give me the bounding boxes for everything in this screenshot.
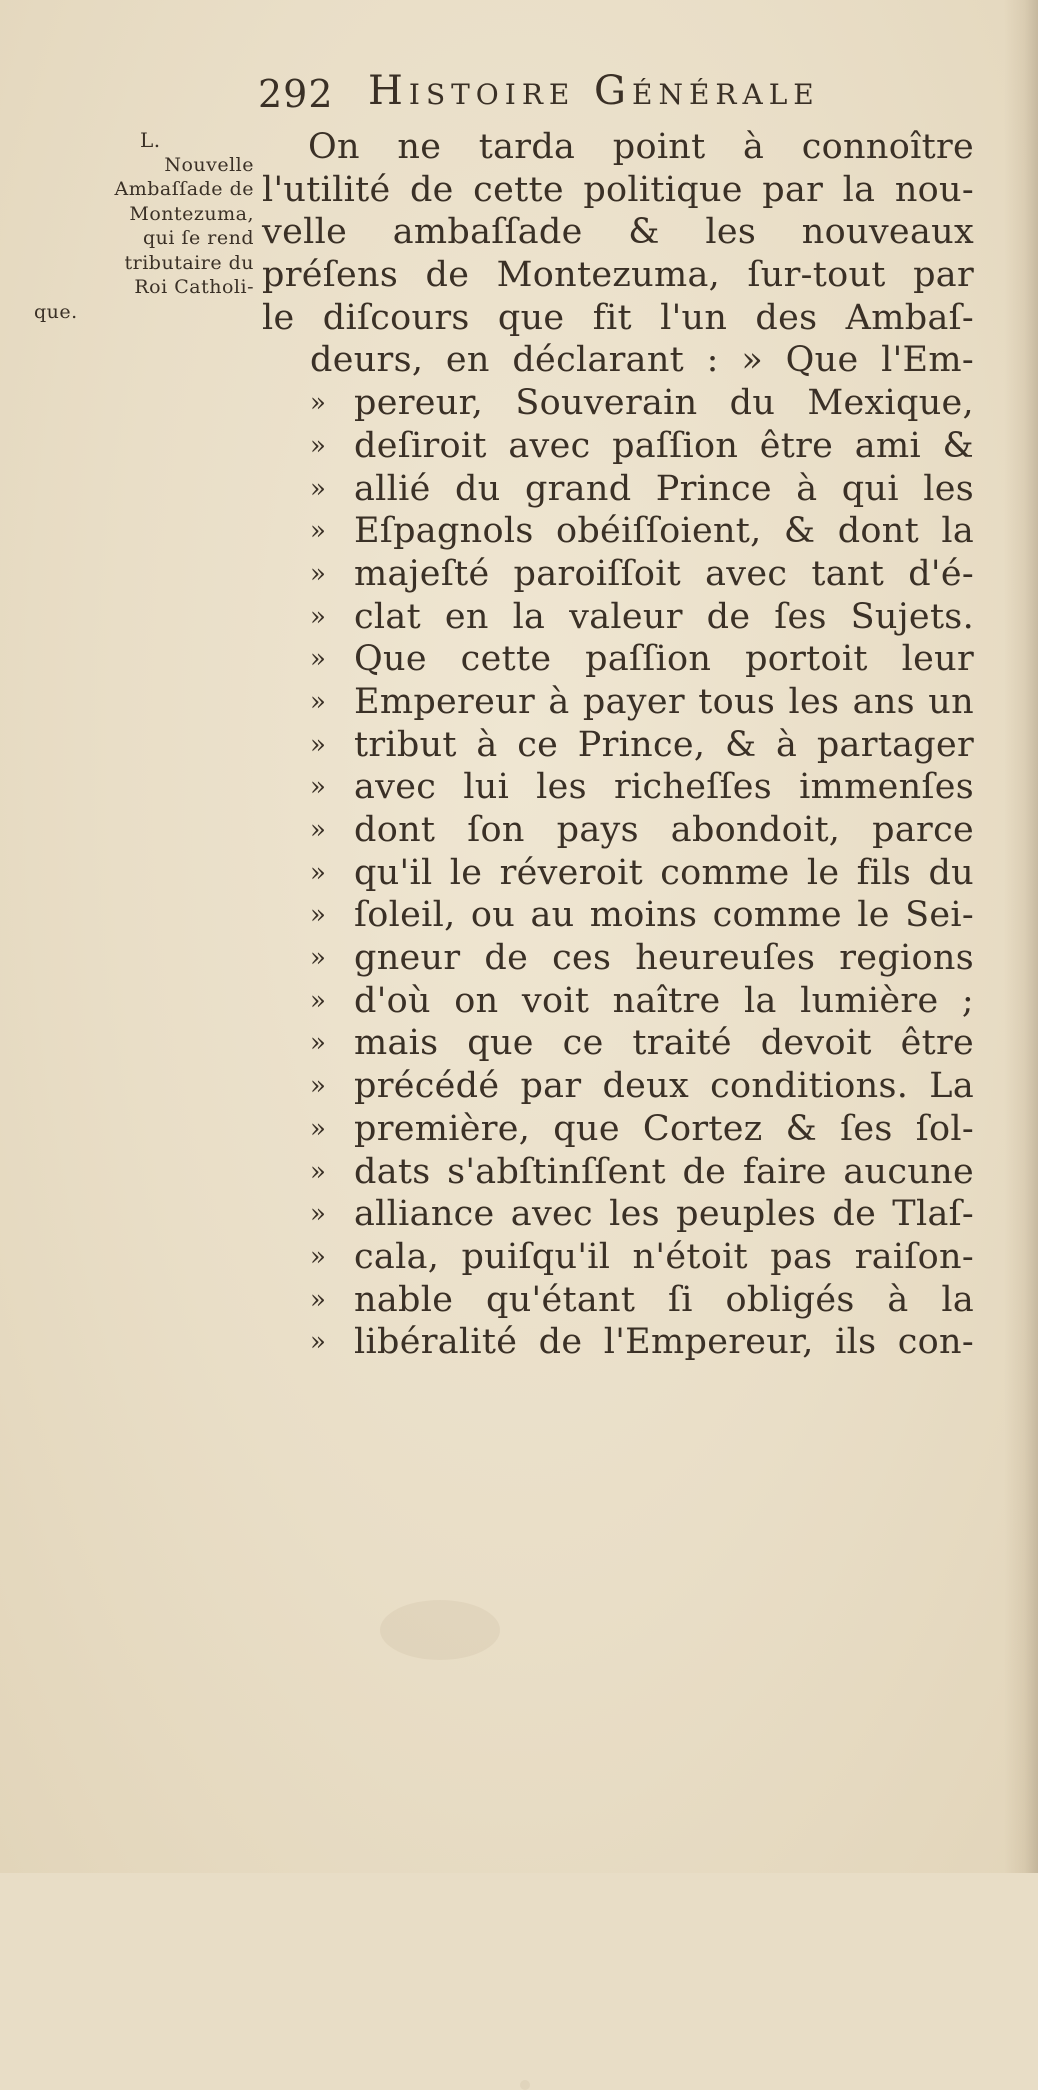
quote-mark: » [310, 900, 327, 931]
text-line: préſens de Montezuma, ſur-tout par [262, 255, 974, 296]
running-header [258, 66, 978, 122]
quote-mark: » [310, 1284, 327, 1315]
quoted-line-text: mais que ce traité devoit être [354, 1023, 974, 1064]
quote-mark: » [310, 430, 327, 461]
quoted-line [262, 766, 974, 809]
marginal-note-line: tributaire du [124, 251, 254, 274]
quoted-line [262, 852, 974, 895]
text-line: velle ambaſſade & les nouveaux [262, 212, 974, 253]
quoted-line [262, 510, 974, 553]
quoted-line-text: d'où on voit naître la lumière ; [354, 980, 974, 1021]
quoted-line [262, 809, 974, 852]
quoted-line [262, 468, 974, 511]
quoted-line [262, 1193, 974, 1236]
quoted-line [262, 724, 974, 767]
quote-mark: » [310, 558, 327, 589]
quoted-line [262, 1022, 974, 1065]
quote-mark: » [310, 644, 327, 675]
quoted-line [262, 596, 974, 639]
quoted-line-text: alliance avec les peuples de Tlaſ- [354, 1194, 974, 1235]
quoted-line [262, 425, 974, 468]
quoted-line [262, 1065, 974, 1108]
quote-mark: » [310, 686, 327, 717]
quoted-line-text: clat en la valeur de ſes Sujets. [354, 596, 974, 637]
quoted-line [262, 1151, 974, 1194]
quoted-line-text: tribut à ce Prince, & à partager [354, 724, 974, 765]
quote-mark: » [310, 388, 327, 419]
quoted-line [262, 1236, 974, 1279]
quote-mark: » [310, 857, 327, 888]
quoted-line [262, 937, 974, 980]
quoted-line-text: avec lui les richeſſes immenſes [354, 767, 974, 808]
quoted-line-text: Eſpagnols obéiſſoient, & dont la [354, 511, 974, 552]
marginal-note [34, 128, 254, 324]
quoted-line-text: libéralité de l'Empereur, ils con- [354, 1322, 974, 1363]
text-line: le diſcours que fit l'un des Ambaſ- [262, 297, 974, 338]
body-text [262, 126, 974, 1364]
quote-mark: » [310, 1156, 327, 1187]
quoted-line [262, 1321, 974, 1364]
quoted-line-text: ſoleil, ou au moins comme le Sei- [354, 895, 974, 936]
quoted-line [262, 638, 974, 681]
quoted-line [262, 553, 974, 596]
text-line: deurs, en déclarant : » Que l'Em- [310, 340, 974, 381]
quote-mark: » [310, 729, 327, 760]
quote-mark: » [310, 943, 327, 974]
quoted-line-text: gneur de ces heureuſes regions [354, 938, 974, 979]
quote-mark: » [310, 1327, 327, 1358]
quoted-line-text: première, que Cortez & ſes ſol- [354, 1108, 974, 1149]
quote-mark: » [310, 473, 327, 504]
quoted-line-text: qu'il le réveroit comme le fils du [354, 852, 974, 893]
marginal-note-line: L. [140, 128, 161, 152]
quoted-line-text: allié du grand Prince à qui les [354, 468, 974, 509]
quote-mark: » [310, 1071, 327, 1102]
text-line: l'utilité de cette politique par la nou- [262, 169, 974, 210]
marginal-note-line: Montezuma, [129, 202, 254, 225]
quoted-line-text: pereur, Souverain du Mexique, [354, 383, 974, 424]
quoted-line-text: Que cette paſſion portoit leur [354, 639, 974, 680]
page-gutter-shadow [1004, 0, 1038, 1873]
quoted-line-text: dats s'abſtinſſent de faire aucune [354, 1151, 974, 1192]
quoted-line-text: deſiroit avec paſſion être ami & [354, 425, 974, 466]
paper-speck [520, 2080, 530, 2090]
page-number: 292 [258, 72, 334, 116]
quoted-line-text: précédé par deux conditions. La [354, 1066, 974, 1107]
marginal-note-line: Roi Catholi- [134, 276, 254, 298]
quoted-line [262, 681, 974, 724]
running-title: Histoire Générale [368, 68, 820, 114]
quoted-line-text: majeſté paroiſſoit avec tant d'é- [354, 553, 974, 594]
quote-mark: » [310, 1199, 327, 1230]
quoted-line-text: Empereur à payer tous les ans un [354, 681, 974, 722]
marginal-note-line: Ambaſſade de [114, 178, 254, 200]
marginal-note-line: que. [34, 300, 78, 323]
quoted-line [262, 894, 974, 937]
quote-mark: » [310, 1028, 327, 1059]
quote-mark: » [310, 772, 327, 803]
quote-mark: » [310, 985, 327, 1016]
quoted-line [262, 382, 974, 425]
quoted-line-text: cala, puiſqu'il n'étoit pas raiſon- [354, 1236, 974, 1277]
quoted-line [262, 980, 974, 1023]
quoted-line-text: nable qu'étant ſi obligés à la [354, 1279, 974, 1320]
quote-mark: » [310, 1241, 327, 1272]
quote-mark: » [310, 815, 327, 845]
quoted-line [262, 1279, 974, 1322]
marginal-note-line: qui ſe rend [142, 227, 254, 249]
quote-mark: » [310, 601, 327, 632]
quoted-line-text: dont ſon pays abondoit, parce [354, 810, 974, 850]
quote-mark: » [310, 516, 327, 547]
text-line: On ne tarda point à connoître [308, 127, 974, 167]
quoted-line [262, 1108, 974, 1151]
quote-mark: » [310, 1113, 327, 1144]
paper-stain [380, 1600, 500, 1660]
marginal-note-line: Nouvelle [164, 153, 254, 176]
